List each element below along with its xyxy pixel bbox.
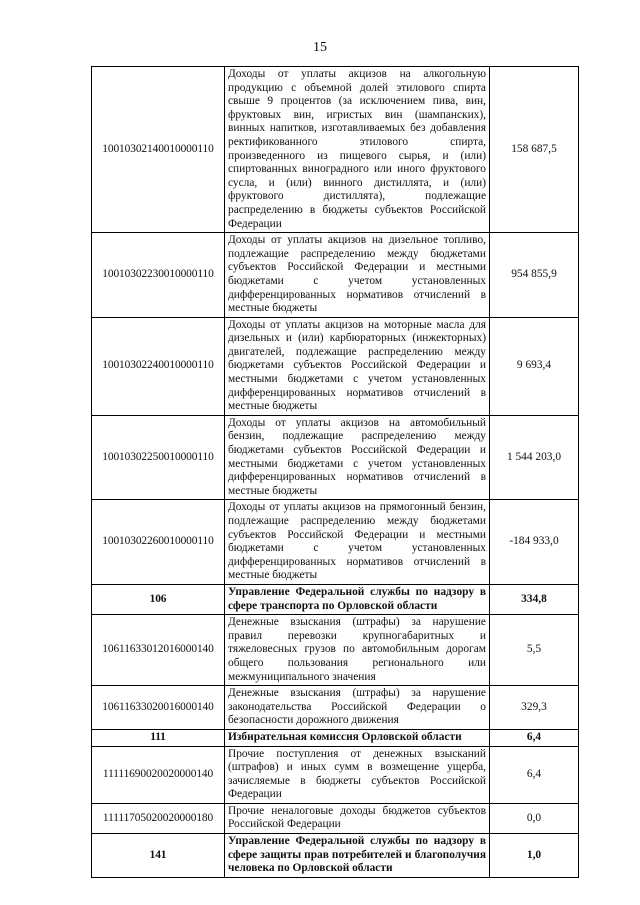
table-row xyxy=(92,746,579,803)
revenue-name-cell: Денежные взыскания (штрафы) за нарушение законодательства Российской Федерации о безопасности дорожного движения xyxy=(225,686,490,730)
revenue-name-cell: Управление Федеральной службы по надзору в сфере защиты прав потребителей и благополучия человека по Орловской области xyxy=(225,834,490,878)
table-row xyxy=(92,67,579,233)
table-row xyxy=(92,500,579,585)
revenue-name-cell: Доходы от уплаты акцизов на моторные масла для дизельных и (или) карбюраторных (инжекторных) двигателей, подлежащие распределению между бюджетами субъектов Российской Федерации и местными бюджетами с учетом установленных дифференцированных нормативов отчислений в местные бюджеты xyxy=(225,317,490,415)
amount-cell: 6,4 xyxy=(490,746,579,803)
budget-code-cell: 10010302230010000110 xyxy=(92,233,225,318)
budget-code-cell: 10010302250010000110 xyxy=(92,415,225,500)
amount-cell: 158 687,5 xyxy=(490,67,579,233)
table-row xyxy=(92,317,579,415)
table-row xyxy=(92,729,579,746)
table-row xyxy=(92,233,579,318)
table-row xyxy=(92,834,579,878)
revenue-name-cell: Доходы от уплаты акцизов на прямогонный бензин, подлежащие распределению между бюджетами субъектов Российской Федерации и местными бюджетами с учетом установленных дифференцированных нормативов отчислений в местные бюджеты xyxy=(225,500,490,585)
revenue-name-cell: Избирательная комиссия Орловской области xyxy=(225,729,490,746)
budget-code-cell: 10611633012016000140 xyxy=(92,615,225,686)
budget-code-cell: 111 xyxy=(92,729,225,746)
amount-cell: 1 544 203,0 xyxy=(490,415,579,500)
amount-cell: 6,4 xyxy=(490,729,579,746)
revenue-name-cell: Прочие поступления от денежных взысканий (штрафов) и иных сумм в возмещение ущерба, зачисляемые в бюджеты субъектов Российской Федерации xyxy=(225,746,490,803)
table-row xyxy=(92,803,579,833)
budget-code-cell: 106 xyxy=(92,584,225,614)
amount-cell: 9 693,4 xyxy=(490,317,579,415)
revenue-table-body xyxy=(92,67,579,878)
amount-cell: -184 933,0 xyxy=(490,500,579,585)
budget-code-cell: 10010302140010000110 xyxy=(92,67,225,233)
revenue-name-cell: Управление Федеральной службы по надзору в сфере транспорта по Орловской области xyxy=(225,584,490,614)
page-number: 15 xyxy=(313,40,327,55)
table-row xyxy=(92,615,579,686)
budget-code-cell: 10010302240010000110 xyxy=(92,317,225,415)
amount-cell: 334,8 xyxy=(490,584,579,614)
budget-code-cell: 10611633020016000140 xyxy=(92,686,225,730)
budget-code-cell: 10010302260010000110 xyxy=(92,500,225,585)
budget-code-cell: 11111690020020000140 xyxy=(92,746,225,803)
revenue-table xyxy=(91,66,579,878)
revenue-name-cell: Доходы от уплаты акцизов на дизельное топливо, подлежащие распределению между бюджетами субъектов Российской Федерации и местными бюджетами с учетом установленных дифференцированных нормативов отчислений в местные бюджеты xyxy=(225,233,490,318)
table-row xyxy=(92,415,579,500)
revenue-name-cell: Прочие неналоговые доходы бюджетов субъектов Российской Федерации xyxy=(225,803,490,833)
amount-cell: 1,0 xyxy=(490,834,579,878)
budget-code-cell: 11111705020020000180 xyxy=(92,803,225,833)
amount-cell: 5,5 xyxy=(490,615,579,686)
amount-cell: 0,0 xyxy=(490,803,579,833)
amount-cell: 329,3 xyxy=(490,686,579,730)
revenue-name-cell: Доходы от уплаты акцизов на автомобильный бензин, подлежащие распределению между бюджетами субъектов Российской Федерации и местными бюджетами с учетом установленных дифференцированных нормативов отчислений в местные бюджеты xyxy=(225,415,490,500)
revenue-name-cell: Доходы от уплаты акцизов на алкогольную продукцию с объемной долей этилового спирта свыше 9 процентов (за исключением пива, вин, фруктовых вин, игристых вин (шампанских), винных напитков, изготавливаемых без добавления ректификованного этилового спирта, произведенного из пищевого сырья, и (или) спиртованных виноградного или иного фруктового сусла, и (или) винного дистиллята, и (или) фруктового дистиллята), подлежащие распределению в бюджеты субъектов Российской Федерации xyxy=(225,67,490,233)
revenue-name-cell: Денежные взыскания (штрафы) за нарушение правил перевозки крупногабаритных и тяжеловесных грузов по автомобильным дорогам общего пользования регионального или межмуниципального значения xyxy=(225,615,490,686)
budget-code-cell: 141 xyxy=(92,834,225,878)
amount-cell: 954 855,9 xyxy=(490,233,579,318)
table-row xyxy=(92,584,579,614)
table-row xyxy=(92,686,579,730)
